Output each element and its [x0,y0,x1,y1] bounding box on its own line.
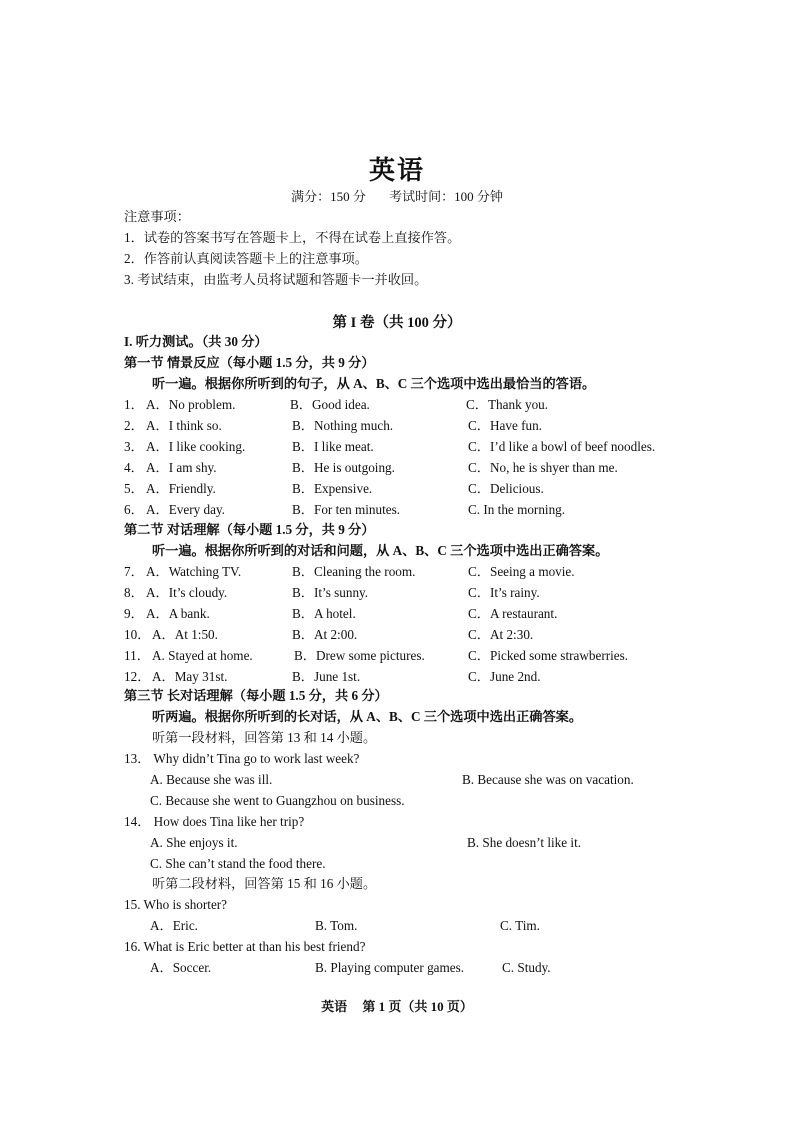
option-c: C．I’d like a bowl of beef noodles. [468,439,656,454]
option-b: B．June 1st. [292,669,361,684]
question-number: 3． [124,439,144,454]
volume-title: 第 I 卷（共 100 分） [332,315,462,331]
option-b: B．Nothing much. [292,418,394,433]
option-c: C．It’s rainy. [468,585,540,600]
exam-time: 考试时间：100 分钟 [389,189,503,204]
option-b: B．I like meat. [292,439,374,454]
material2-note: 听第二段材料，回答第 15 和 16 小题。 [152,876,377,891]
question-number: 6． [124,502,144,517]
exam-title: 英语 [368,156,425,185]
option-c: C．Thank you. [466,397,549,412]
question-14-stem: 14． How does Tina like her trip? [124,814,305,829]
option-a: A．It’s cloudy. [146,585,228,600]
question-13-option-b: B. Because she was on vacation. [462,772,634,787]
option-a: A. Stayed at home. [152,648,253,663]
option-b: B．It’s sunny. [292,585,369,600]
option-a: A．Friendly. [146,481,216,496]
full-score: 满分：150 分 [291,189,366,204]
footer-page-number: 第 1 页（共 10 页） [362,999,473,1014]
option-c: C．June 2nd. [468,669,541,684]
question-14-option-b: B. She doesn’t like it. [467,835,582,850]
section3-instruction: 听两遍。根据你所听到的长对话，从 A、B、C 三个选项中选出正确答案。 [152,709,583,724]
question-13-stem: 13． Why didn’t Tina go to work last week? [124,751,360,766]
question-number: 5． [124,481,144,496]
option-b: B．At 2:00. [292,627,358,642]
option-a: A．At 1:50. [152,627,218,642]
note-item-3: 3. 考试结束，由监考人员将试题和答题卡一并收回。 [124,272,428,287]
option-b: B．Good idea. [290,397,370,412]
option-a: A．Every day. [146,502,225,517]
section2-instruction: 听一遍。根据你所听到的对话和问题，从 A、B、C 三个选项中选出正确答案。 [152,543,609,558]
option-b: B．A hotel. [292,606,356,621]
option-c: C. In the morning. [468,502,566,517]
notes-heading: 注意事项： [124,209,190,224]
question-15-option-b: B. Tom. [315,918,358,933]
section2-title: 第二节 对话理解（每小题 1.5 分，共 9 分） [124,522,375,537]
section3-title: 第三节 长对话理解（每小题 1.5 分，共 6 分） [124,688,388,703]
question-number: 8． [124,585,144,600]
question-14-option-c: C. She can’t stand the food there. [150,856,326,871]
option-c: C．Seeing a movie. [468,564,575,579]
question-15-option-a: A．Eric. [150,918,198,933]
option-a: A．Watching TV. [146,564,242,579]
question-number: 11． [124,648,150,663]
option-b: B．For ten minutes. [292,502,401,517]
material1-note: 听第一段材料，回答第 13 和 14 小题。 [152,730,377,745]
option-b: B．Expensive. [292,481,373,496]
option-a: A．A bank. [146,606,210,621]
question-number: 7． [124,564,144,579]
option-b: B．Drew some pictures. [294,648,425,663]
page-footer [0,996,794,1015]
option-c: C．At 2:30. [468,627,534,642]
question-number: 10． [124,627,151,642]
option-b: B．Cleaning the room. [292,564,416,579]
question-16-option-b: B. Playing computer games. [315,960,465,975]
question-16-option-c: C. Study. [502,960,551,975]
question-number: 9． [124,606,144,621]
option-c: C．Have fun. [468,418,542,433]
option-a: A．I like cooking. [146,439,246,454]
option-a: A．I think so. [146,418,222,433]
footer-subject: 英语 [321,999,348,1014]
option-c: C．A restaurant. [468,606,558,621]
exam-info [0,186,794,205]
question-15-option-c: C. Tim. [500,918,540,933]
question-number: 1． [124,397,144,412]
option-c: C．No, he is shyer than me. [468,460,618,475]
section1-instruction: 听一遍。根据你所听到的句子，从 A、B、C 三个选项中选出最恰当的答语。 [152,376,596,391]
question-16-option-a: A．Soccer. [150,960,212,975]
option-a: A．May 31st. [152,669,228,684]
option-a: A．No problem. [146,397,236,412]
question-15-stem: 15. Who is shorter? [124,897,228,912]
option-c: C．Delicious. [468,481,544,496]
option-c: C．Picked some strawberries. [468,648,629,663]
question-13-option-c: C. Because she went to Guangzhou on business. [150,793,405,808]
question-number: 12． [124,669,151,684]
section1-title: 第一节 情景反应（每小题 1.5 分，共 9 分） [124,355,375,370]
question-16-stem: 16. What is Eric better at than his best friend? [124,939,366,954]
question-14-option-a: A. She enjoys it. [150,835,238,850]
note-item-2: 2．作答前认真阅读答题卡上的注意事项。 [124,251,368,266]
option-a: A．I am shy. [146,460,217,475]
question-13-option-a: A. Because she was ill. [150,772,273,787]
question-number: 2． [124,418,144,433]
question-number: 4． [124,460,144,475]
note-item-1: 1．试卷的答案书写在答题卡上，不得在试卷上直接作答。 [124,230,461,245]
part1-title: I. 听力测试。（共 30 分） [124,334,268,349]
option-b: B．He is outgoing. [292,460,395,475]
